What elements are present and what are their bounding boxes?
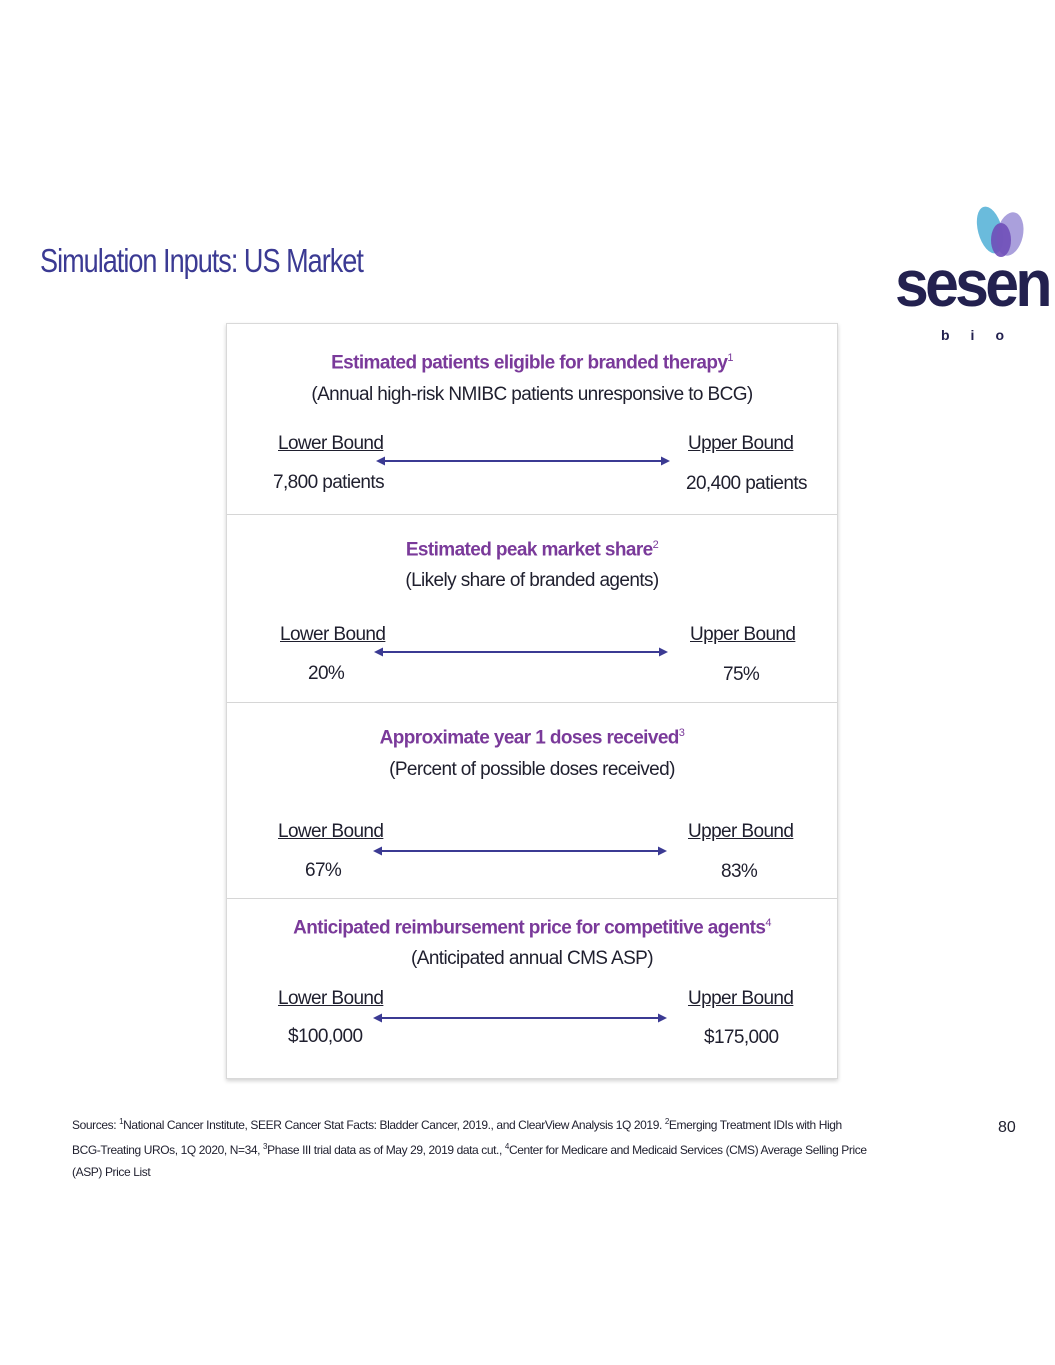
double-arrow-icon: [374, 646, 668, 658]
section-subheading: (Annual high-risk NMIBC patients unresponsive to BCG): [311, 384, 753, 405]
section-eligible-patients: [227, 324, 837, 514]
page-number: 80: [998, 1119, 1016, 1136]
upper-bound-value: 20,400 patients: [686, 473, 807, 494]
simulation-inputs-panel: [226, 323, 838, 1079]
double-arrow-icon: [373, 845, 667, 857]
section-subheading: (Likely share of branded agents): [405, 570, 659, 591]
section-heading: Estimated patients eligible for branded therapy$^1$: [331, 352, 733, 374]
lower-bound-label: Lower Bound: [278, 821, 384, 842]
lower-bound-value: 67%: [305, 860, 342, 881]
lower-bound-label: Lower Bound: [278, 433, 384, 454]
logo-subword: bio: [941, 327, 1025, 343]
upper-bound-value: 75%: [723, 664, 760, 685]
lower-bound-value: 20%: [308, 663, 345, 684]
sources-footnote: Sources: $^1$National Cancer Institute, SEER Cancer Stat Facts: Bladder Cancer, 2019., and ClearView Analysis 1Q 2019. $^2$Emerging Treatment IDIs with High BCG-Treating UROs, 1Q 2020, N=34, $^3$Phase III trial data as of May 29, 2019 data cut., $^4$Center for Medicare and Medicaid Services (CMS) Average Selling Price (ASP) Price List: [72, 1117, 867, 1179]
upper-bound-label: Upper Bound: [688, 988, 794, 1009]
section-market-share: [227, 514, 837, 703]
double-arrow-icon: [376, 455, 670, 467]
sesen-bio-logo: [895, 200, 1049, 350]
upper-bound-label: Upper Bound: [690, 624, 796, 645]
upper-bound-label: Upper Bound: [688, 433, 794, 454]
upper-bound-label: Upper Bound: [688, 821, 794, 842]
lower-bound-value: $100,000: [288, 1026, 363, 1047]
upper-bound-value: 83%: [721, 861, 758, 882]
upper-bound-value: $175,000: [704, 1027, 779, 1048]
slide-title: Simulation Inputs: US Market: [40, 242, 363, 279]
section-subheading: (Percent of possible doses received): [389, 759, 675, 780]
section-heading: Estimated peak market share$^2$: [405, 539, 659, 561]
lower-bound-label: Lower Bound: [280, 624, 386, 645]
section-heading: Approximate year 1 doses received$^3$: [379, 727, 685, 749]
section-heading: Anticipated reimbursement price for competitive agents$^4$: [293, 917, 771, 939]
lower-bound-value: 7,800 patients: [273, 472, 384, 493]
double-arrow-icon: [373, 1012, 667, 1024]
logo-wordmark: sesen: [895, 246, 1049, 320]
section-doses-received: [227, 702, 837, 899]
lower-bound-label: Lower Bound: [278, 988, 384, 1009]
section-subheading: (Anticipated annual CMS ASP): [411, 948, 653, 969]
section-reimbursement-price: [227, 898, 837, 1079]
